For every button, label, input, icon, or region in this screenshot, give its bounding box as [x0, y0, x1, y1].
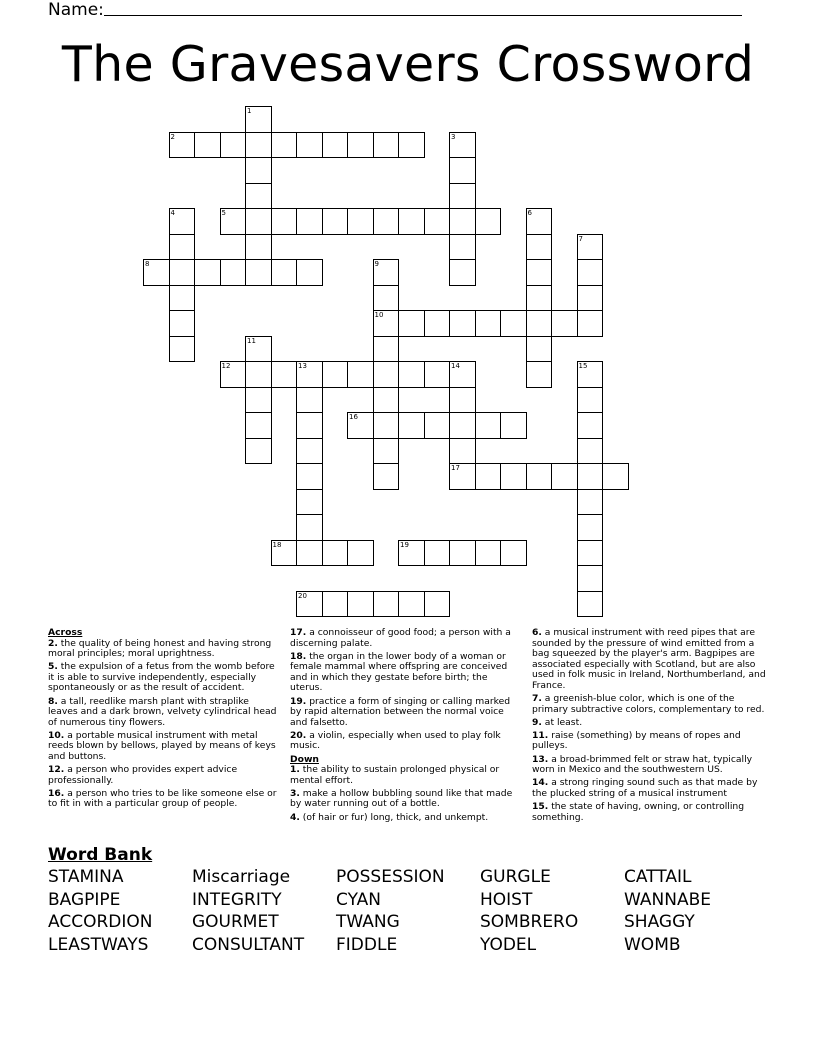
clue-text: a greenish-blue color, which is one of the primary subtractive colors, complementary to red. — [532, 693, 765, 715]
grid-cell[interactable] — [526, 208, 553, 235]
cell-number: 12 — [221, 362, 231, 370]
clues-column-2 — [290, 628, 515, 826]
grid-cell[interactable] — [398, 310, 425, 337]
cell-number: 9 — [374, 260, 379, 268]
word-bank-item: CATTAIL — [624, 867, 692, 887]
cell-number: 16 — [349, 413, 358, 421]
grid-cell[interactable] — [373, 412, 400, 439]
grid-cell[interactable] — [398, 412, 425, 439]
grid-cell[interactable] — [526, 234, 553, 261]
cell-number: 3 — [451, 132, 456, 141]
grid-cell[interactable] — [296, 514, 323, 541]
clue-text: the ability to sustain prolonged physical or mental effort. — [290, 764, 500, 786]
grid-cell[interactable] — [424, 310, 451, 337]
grid-cell[interactable] — [602, 463, 629, 490]
clue — [48, 662, 278, 694]
grid-cell[interactable] — [551, 310, 578, 337]
name-label: Name: — [48, 0, 104, 20]
clues-column-3 — [532, 628, 770, 826]
clue — [48, 639, 278, 660]
word-bank-item: ACCORDION — [48, 912, 153, 932]
clue-text: a person who provides expert advice professionally. — [48, 764, 238, 786]
grid-cell[interactable] — [271, 259, 298, 286]
down-clues-list-cont — [532, 628, 770, 823]
clue-text: a person who tries to be like someone else or to fit in with a particular group of people. — [48, 787, 277, 810]
grid-cell[interactable] — [143, 259, 170, 286]
grid-cell[interactable] — [245, 157, 272, 184]
grid-cell[interactable] — [449, 310, 476, 337]
word-bank-title: Word Bank — [48, 845, 153, 865]
grid-cell[interactable] — [347, 361, 374, 388]
clue — [290, 813, 515, 824]
grid-cell[interactable] — [194, 132, 221, 159]
word-bank-item: FIDDLE — [336, 934, 398, 955]
grid-cell[interactable] — [373, 361, 400, 388]
grid-cell[interactable] — [169, 132, 196, 159]
grid-cell[interactable] — [526, 463, 553, 490]
clue-number: 16. — [48, 787, 65, 799]
grid-cell[interactable] — [577, 463, 604, 490]
grid-cell[interactable] — [424, 540, 451, 567]
grid-cell[interactable] — [398, 132, 425, 159]
cell-number: 10 — [374, 311, 384, 319]
grid-cell[interactable] — [169, 208, 196, 235]
grid-cell[interactable] — [296, 132, 323, 159]
grid-cell[interactable] — [526, 285, 553, 312]
grid-cell[interactable] — [373, 336, 400, 363]
grid-cell[interactable] — [322, 591, 349, 618]
clue-number: 5. — [48, 661, 58, 673]
clue-text: a violin, especially when used to play folk music. — [290, 729, 501, 752]
grid-cell[interactable] — [577, 285, 604, 312]
grid-cell[interactable] — [551, 463, 578, 490]
clue-number: 3. — [290, 787, 300, 799]
word-bank-item: SOMBRERO — [480, 912, 579, 932]
grid-cell[interactable] — [398, 208, 425, 235]
cell-number: 15 — [578, 362, 588, 370]
word-bank-item: LEASTWAYS — [48, 934, 149, 955]
clue — [532, 778, 770, 799]
grid-cell[interactable] — [500, 463, 527, 490]
clue — [290, 697, 515, 729]
word-bank-item: GURGLE — [480, 867, 551, 887]
grid-cell[interactable] — [449, 438, 476, 465]
cell-number: 1 — [247, 107, 252, 115]
cell-number: 11 — [247, 336, 256, 345]
clue-number: 12. — [48, 764, 65, 776]
word-bank-item: INTEGRITY — [192, 889, 282, 910]
grid-cell[interactable] — [526, 336, 553, 363]
grid-cell[interactable] — [245, 106, 272, 133]
clue-number: 13. — [532, 753, 549, 765]
clue-text: a musical instrument with reed pipes that are sounded by the pressure of wind emitted from a bag squeezed by the player's arm. Bagpipes are associated especially with Scotland, but are also used in folk music in Ireland, Northumberland, and France. — [532, 627, 766, 691]
grid-cell[interactable] — [296, 489, 323, 516]
grid-cell[interactable] — [577, 234, 604, 261]
across-clues-list-cont — [290, 628, 515, 752]
cell-number: 18 — [272, 540, 282, 549]
grid-cell[interactable] — [296, 412, 323, 439]
cell-number: 19 — [400, 540, 409, 549]
grid-cell[interactable] — [245, 438, 272, 465]
grid-cell[interactable] — [373, 438, 400, 465]
clue-number: 19. — [290, 695, 307, 707]
grid-cell[interactable] — [449, 132, 476, 159]
grid-cell[interactable] — [296, 463, 323, 490]
grid-cell[interactable] — [373, 285, 400, 312]
grid-cell[interactable] — [424, 591, 451, 618]
clue-number: 17. — [290, 627, 307, 638]
clue-text: at least. — [541, 716, 583, 728]
grid-cell[interactable] — [398, 361, 425, 388]
grid-cell[interactable] — [577, 259, 604, 286]
clue-text: the organ in the lower body of a woman or female mammal where offspring are conceived and in which they gestate before birth; the uterus. — [290, 650, 508, 694]
clue-number: 2. — [48, 637, 58, 649]
grid-cell[interactable] — [577, 591, 604, 618]
grid-cell[interactable] — [169, 285, 196, 312]
clue-text: a connoisseur of good food; a person with a discerning palate. — [290, 627, 511, 649]
grid-cell[interactable] — [373, 132, 400, 159]
clue-number: 1. — [290, 764, 300, 776]
grid-cell[interactable] — [245, 132, 272, 159]
grid-cell[interactable] — [373, 208, 400, 235]
word-bank-item: Miscarriage — [192, 867, 291, 887]
grid-cell[interactable] — [424, 361, 451, 388]
grid-cell[interactable] — [169, 234, 196, 261]
grid-cell[interactable] — [347, 412, 374, 439]
clue-text: practice a form of singing or calling marked by rapid alternation between the normal voice and falsetto. — [290, 695, 511, 728]
word-bank-item: POSSESSION — [336, 867, 445, 887]
grid-cell[interactable] — [449, 259, 476, 286]
grid-cell[interactable] — [424, 208, 451, 235]
clues-column-1 — [48, 628, 278, 813]
word-bank-item: GOURMET — [192, 912, 279, 932]
cell-number: 17 — [451, 464, 460, 472]
grid-cell[interactable] — [475, 310, 502, 337]
clue-text: make a hollow bubbling sound like that made by water running out of a bottle. — [290, 787, 513, 810]
grid-cell[interactable] — [577, 310, 604, 337]
grid-cell[interactable] — [475, 463, 502, 490]
grid-cell[interactable] — [526, 259, 553, 286]
grid-cell[interactable] — [271, 540, 298, 567]
grid-cell[interactable] — [169, 259, 196, 286]
clue — [290, 731, 515, 752]
grid-cell[interactable] — [271, 361, 298, 388]
clue-text: a strong ringing sound such as that made by the plucked string of a musical instrument — [532, 777, 758, 799]
grid-cell[interactable] — [398, 591, 425, 618]
clue-text: a portable musical instrument with metal reeds blown by bellows, played by means of keys and buttons. — [48, 729, 276, 763]
clue-number: 20. — [290, 729, 307, 741]
grid-cell[interactable] — [347, 591, 374, 618]
clue-number: 14. — [532, 777, 549, 789]
clue-text: the state of having, owning, or controlling something. — [532, 800, 745, 823]
grid-cell[interactable] — [449, 183, 476, 210]
clue-number: 18. — [290, 650, 307, 662]
clue-text: the quality of being honest and having strong moral principles; moral uprightness. — [48, 637, 272, 660]
grid-cell[interactable] — [271, 208, 298, 235]
cell-number: 5 — [221, 209, 226, 217]
grid-cell[interactable] — [169, 336, 196, 363]
grid-cell[interactable] — [296, 259, 323, 286]
clue-number: 15. — [532, 800, 549, 812]
grid-cell[interactable] — [373, 463, 400, 490]
grid-cell[interactable] — [322, 361, 349, 388]
clue — [532, 718, 770, 729]
word-bank-item: HOIST — [480, 889, 533, 910]
grid-cell[interactable] — [526, 310, 553, 337]
grid-cell[interactable] — [169, 310, 196, 337]
grid-cell[interactable] — [296, 438, 323, 465]
clue-number: 8. — [48, 695, 58, 707]
clue — [290, 652, 515, 694]
grid-cell[interactable] — [245, 259, 272, 286]
page-title: The Gravesavers Crossword — [61, 36, 755, 93]
grid-cell[interactable] — [577, 565, 604, 592]
grid-cell[interactable] — [245, 336, 272, 363]
grid-cell[interactable] — [194, 259, 221, 286]
word-bank-item: CYAN — [336, 889, 381, 910]
clue — [532, 755, 770, 776]
grid-cell[interactable] — [475, 412, 502, 439]
cell-number: 7 — [578, 234, 583, 243]
clue-number: 9. — [532, 716, 542, 728]
clue — [48, 789, 278, 810]
clue — [532, 802, 770, 823]
cell-number: 2 — [170, 132, 175, 141]
grid-cell[interactable] — [449, 387, 476, 414]
grid-cell[interactable] — [398, 540, 425, 567]
clue — [48, 765, 278, 786]
cell-number: 13 — [298, 362, 307, 370]
clue — [290, 628, 515, 649]
word-bank-item: YODEL — [480, 934, 537, 955]
grid-cell[interactable] — [296, 387, 323, 414]
grid-cell[interactable] — [577, 514, 604, 541]
grid-cell[interactable] — [577, 540, 604, 567]
clue — [290, 765, 515, 786]
clue — [532, 694, 770, 715]
grid-cell[interactable] — [245, 387, 272, 414]
clue — [290, 789, 515, 810]
clue — [48, 697, 278, 729]
clue-text: a tall, reedlike marsh plant with straplike leaves and a dark brown, velvety cylindrical head of numerous tiny flowers. — [48, 695, 277, 728]
grid-cell[interactable] — [449, 234, 476, 261]
word-bank-item: BAGPIPE — [48, 889, 121, 910]
grid-cell[interactable] — [500, 310, 527, 337]
grid-cell[interactable] — [245, 361, 272, 388]
grid-cell[interactable] — [245, 234, 272, 261]
clue — [532, 731, 770, 752]
cell-number: 4 — [170, 209, 175, 217]
grid-cell[interactable] — [220, 208, 247, 235]
grid-cell[interactable] — [500, 540, 527, 567]
word-bank-item: TWANG — [336, 912, 400, 932]
word-bank-item: WANNABE — [624, 889, 711, 910]
grid-cell[interactable] — [449, 157, 476, 184]
clue-number: 7. — [532, 693, 542, 705]
grid-cell[interactable] — [449, 208, 476, 235]
cell-number: 6 — [527, 209, 532, 217]
clue-text: a broad-brimmed felt or straw hat, typically worn in Mexico and the southwestern US. — [532, 753, 753, 776]
grid-cell[interactable] — [577, 387, 604, 414]
clue-number: 4. — [290, 811, 300, 823]
word-bank-item: SHAGGY — [624, 912, 695, 932]
across-header: Across — [48, 627, 83, 638]
grid-cell[interactable] — [271, 132, 298, 159]
clue-text: the expulsion of a fetus from the womb before it is able to survive independently, especially spontaneously or as the result of accident. — [48, 661, 275, 694]
clue — [532, 628, 770, 692]
clue-text: (of hair or fur) long, thick, and unkempt. — [299, 811, 489, 823]
grid-cell[interactable] — [475, 208, 502, 235]
grid-cell[interactable] — [577, 438, 604, 465]
grid-cell[interactable] — [577, 489, 604, 516]
grid-cell[interactable] — [245, 183, 272, 210]
grid-cell[interactable] — [347, 208, 374, 235]
down-header: Down — [290, 753, 319, 765]
word-bank-item: WOMB — [624, 934, 681, 955]
grid-cell[interactable] — [449, 361, 476, 388]
grid-cell[interactable] — [296, 540, 323, 567]
grid-cell[interactable] — [296, 208, 323, 235]
grid-cell[interactable] — [373, 591, 400, 618]
grid-cell[interactable] — [296, 591, 323, 618]
grid-cell[interactable] — [245, 208, 272, 235]
grid-cell[interactable] — [220, 361, 247, 388]
clue — [48, 731, 278, 763]
grid-cell[interactable] — [449, 540, 476, 567]
cell-number: 8 — [145, 260, 150, 268]
cell-number: 14 — [451, 362, 460, 370]
word-bank-item: STAMINA — [48, 867, 124, 887]
clue-number: 11. — [532, 729, 549, 741]
grid-cell[interactable] — [245, 412, 272, 439]
grid-cell[interactable] — [347, 540, 374, 567]
grid-cell[interactable] — [322, 208, 349, 235]
clue-number: 6. — [532, 627, 542, 638]
grid-cell[interactable] — [577, 412, 604, 439]
grid-cell[interactable] — [475, 540, 502, 567]
grid-cell[interactable] — [220, 259, 247, 286]
grid-cell[interactable] — [296, 361, 323, 388]
grid-cell[interactable] — [424, 412, 451, 439]
clue-number: 10. — [48, 729, 65, 741]
down-clues-list — [290, 765, 515, 823]
grid-cell[interactable] — [373, 259, 400, 286]
grid-cell[interactable] — [373, 310, 400, 337]
across-clues-list — [48, 639, 278, 810]
grid-cell[interactable] — [322, 132, 349, 159]
grid-cell[interactable] — [322, 540, 349, 567]
grid-cell[interactable] — [577, 361, 604, 388]
grid-cell[interactable] — [373, 387, 400, 414]
grid-cell[interactable] — [449, 463, 476, 490]
grid-cell[interactable] — [500, 412, 527, 439]
cell-number: 20 — [298, 591, 307, 600]
clue-text: raise (something) by means of ropes and pulleys. — [532, 729, 741, 752]
grid-cell[interactable] — [449, 412, 476, 439]
grid-cell[interactable] — [526, 361, 553, 388]
grid-cell[interactable] — [347, 132, 374, 159]
grid-cell[interactable] — [220, 132, 247, 159]
word-bank-item: CONSULTANT — [192, 934, 305, 955]
